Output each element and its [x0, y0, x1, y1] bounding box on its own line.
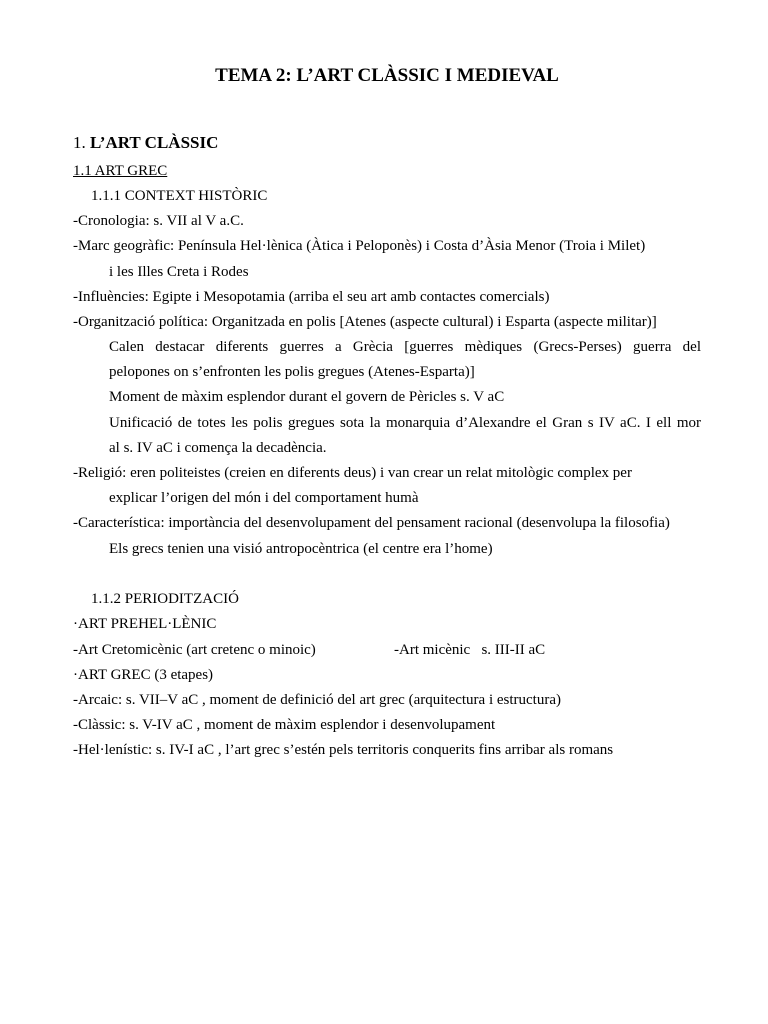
section-title: L’ART CLÀSSIC: [90, 133, 219, 152]
context-heading: 1.1.1 CONTEXT HISTÒRIC: [91, 188, 268, 204]
period-heading: 1.1.2 PERIODITZACIÓ: [91, 591, 239, 607]
context-line: -Marc geogràfic: Península Hel·lènica (Àtica i Peloponès) i Costa d’Àsia Menor (Troia i Milet): [73, 238, 646, 254]
period-line: -Hel·lenístic: s. IV-I aC , l’art grec s’estén pels territoris conquerits fins arribar als romans: [73, 742, 614, 758]
context-line: Els grecs tenien una visió antropocèntrica (el centre era l’home): [109, 541, 493, 557]
period-line: ·ART PREHEL·LÈNIC: [73, 616, 217, 632]
context-line: Moment de màxim esplendor durant el govern de Pèricles s. V aC: [109, 389, 505, 405]
period-line: -Clàssic: s. V-IV aC , moment de màxim esplendor i desenvolupament: [73, 717, 496, 733]
document-title: TEMA 2: L’ART CLÀSSIC I MEDIEVAL: [215, 65, 559, 86]
context-line: i les Illes Creta i Rodes: [109, 264, 249, 280]
period-line: ·ART GREC (3 etapes): [73, 667, 214, 683]
period-line: -Arcaic: s. VII–V aC , moment de definició del art grec (arquitectura i estructura): [73, 692, 561, 708]
context-line: -Influències: Egipte i Mesopotamia (arriba el seu art amb contactes comercials): [73, 289, 550, 305]
context-line: explicar l’origen del món i del comportament humà: [109, 490, 419, 506]
context-line: al s. IV aC i comença la decadència.: [109, 440, 327, 456]
section-heading: [73, 133, 218, 153]
context-line: Calen destacar diferents guerres a Grècia [guerres mèdiques (Grecs-Perses) guerra del: [109, 339, 701, 355]
context-line: -Cronologia: s. VII al V a.C.: [73, 213, 244, 229]
period-line: -Art micènic s. III-II aC: [394, 642, 546, 658]
context-line: Unificació de totes les polis gregues sota la monarquia d’Alexandre el Gran s IV aC. I ell mor: [109, 415, 701, 431]
period-line: -Art Cretomicènic (art cretenc o minoic): [73, 642, 316, 658]
context-line: -Característica: importància del desenvolupament del pensament racional (desenvolupa la filosofia): [73, 515, 670, 531]
context-line: pelopones on s’enfronten les polis gregues (Atenes-Esparta)]: [109, 364, 475, 380]
section-number: 1.: [73, 133, 86, 152]
context-line: -Organització política: Organitzada en polis [Atenes (aspecte cultural) i Esparta (aspecte militar)]: [73, 314, 657, 330]
subsection-heading: 1.1 ART GREC: [73, 163, 168, 179]
context-line: -Religió: eren politeistes (creien en diferents deus) i van crear un relat mitològic complex per: [73, 465, 632, 481]
period-row: [73, 640, 701, 660]
